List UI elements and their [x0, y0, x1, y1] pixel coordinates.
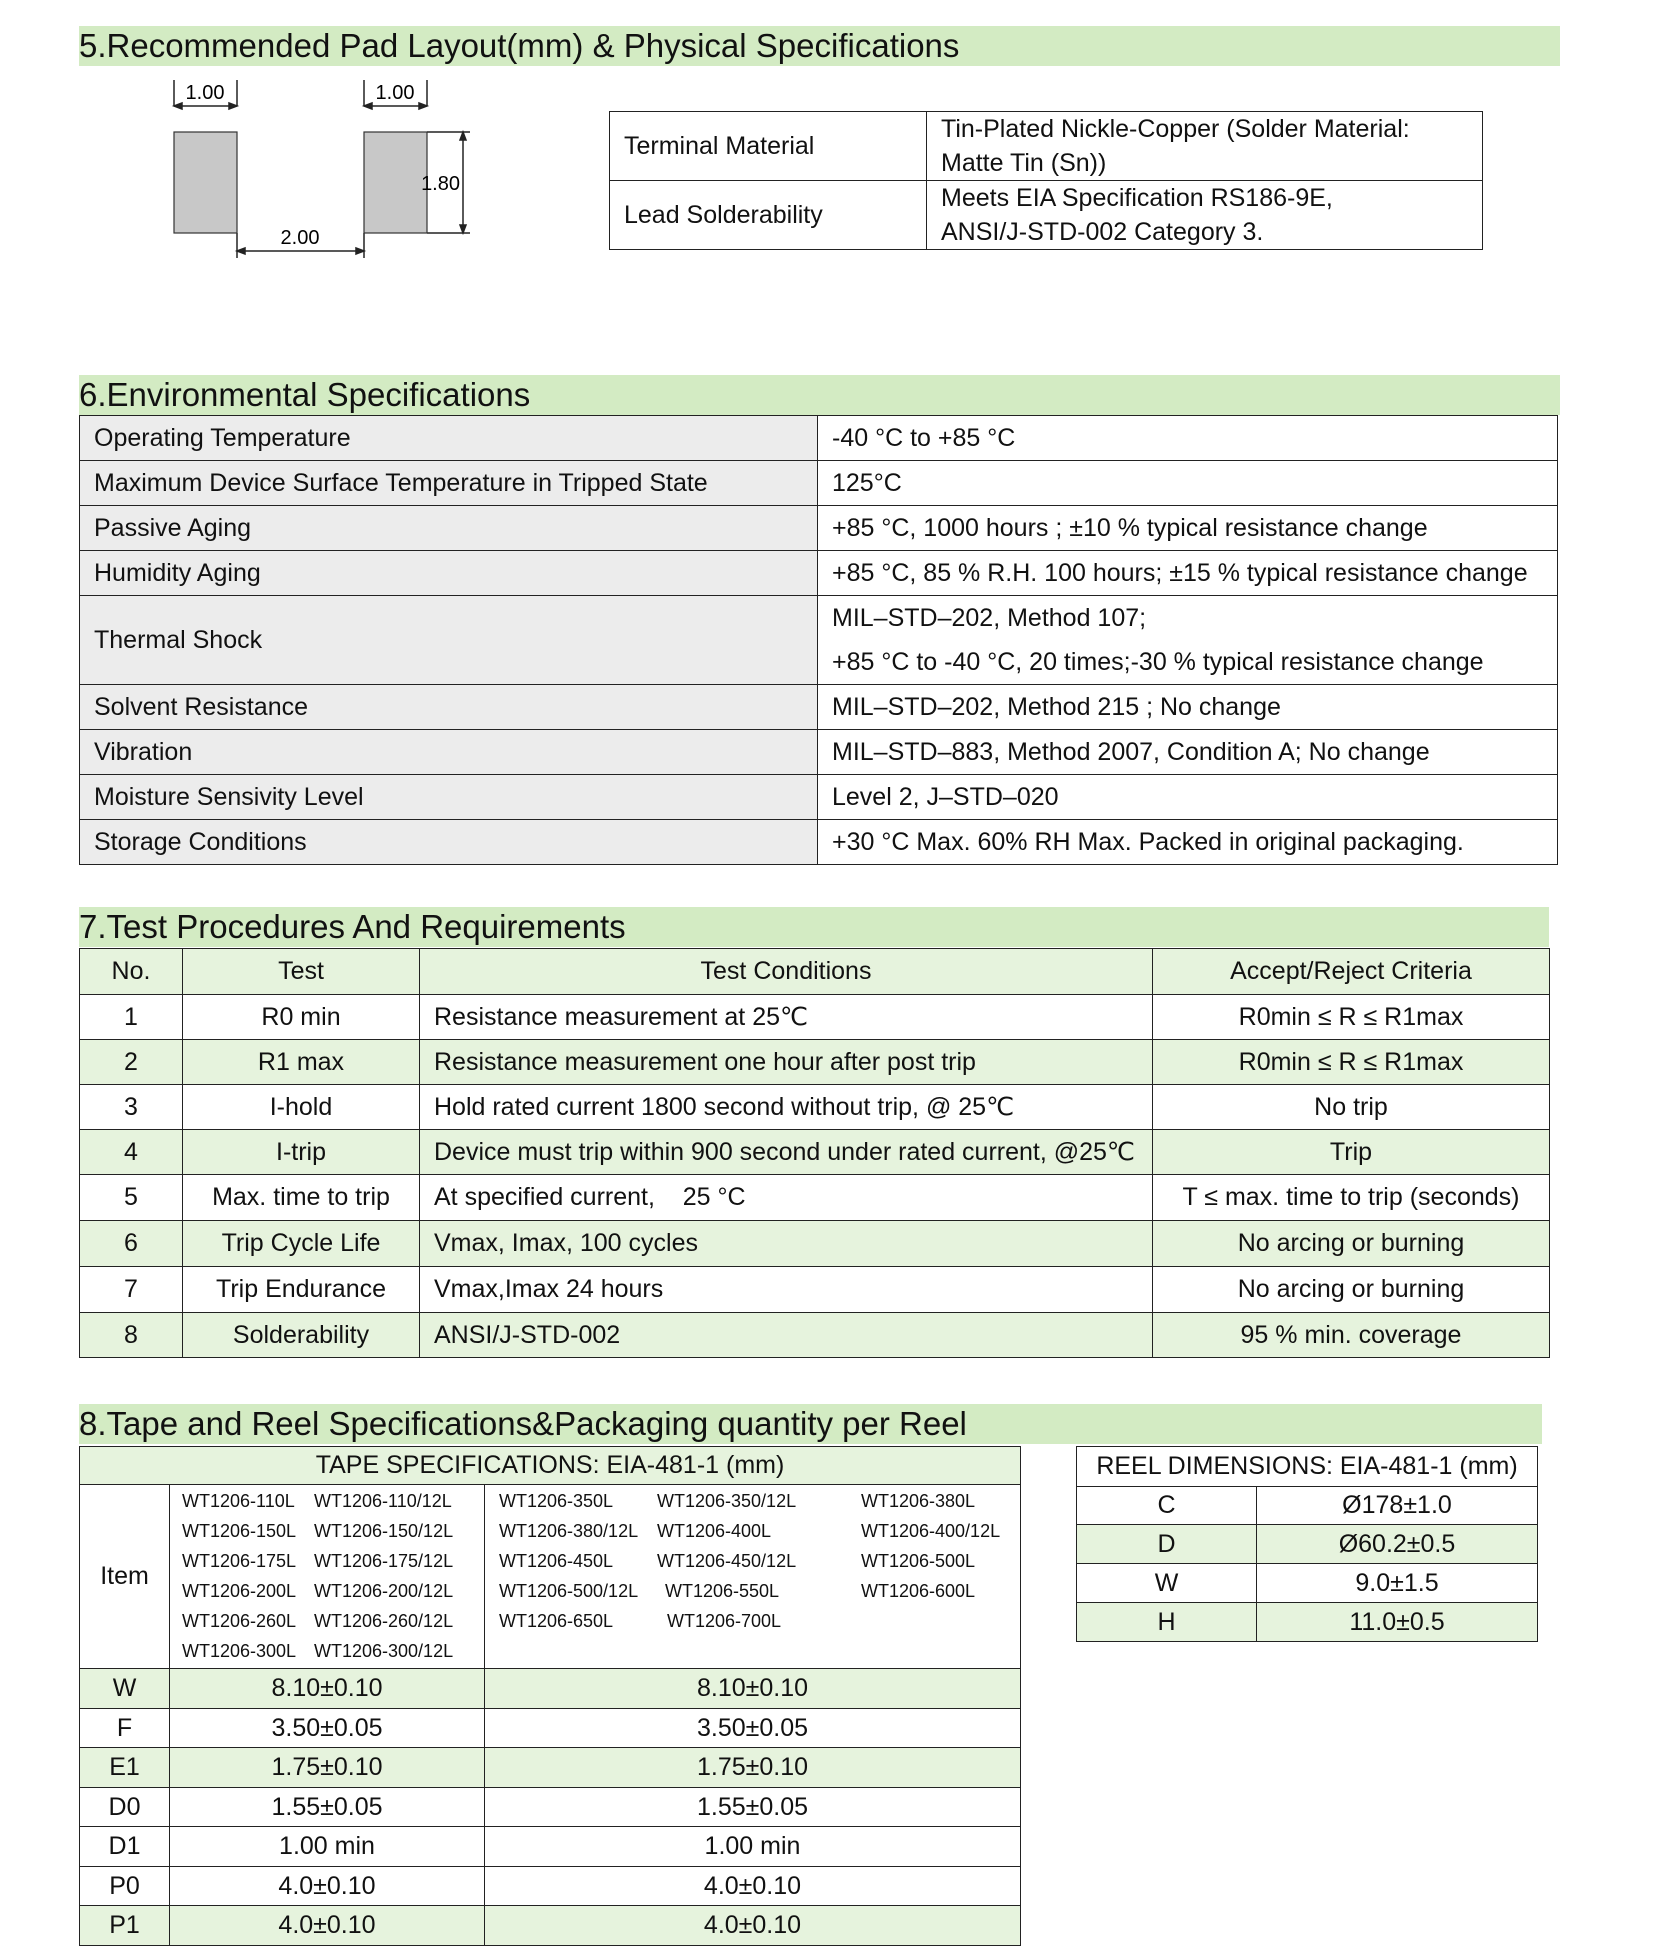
table-row [1077, 1487, 1538, 1525]
env-value: MIL–STD–883, Method 2007, Condition A; No change [818, 730, 1558, 775]
test-no: 6 [80, 1221, 183, 1267]
tape-value-left: 1.75±0.10 [170, 1748, 485, 1788]
reel-value: 9.0±1.5 [1257, 1564, 1538, 1603]
model-name: WT1206-175L [182, 1551, 297, 1571]
table-row [80, 730, 1558, 775]
test-no: 7 [80, 1267, 183, 1313]
reel-value: Ø60.2±0.5 [1257, 1525, 1538, 1564]
table-row [80, 1788, 1021, 1827]
test-no: 1 [80, 995, 183, 1040]
table-row [80, 1748, 1021, 1788]
model-name: WT1206-380L [861, 1491, 976, 1511]
test-name: I-trip [183, 1130, 420, 1175]
model-name: WT1206-260L [182, 1611, 297, 1631]
environmental-spec-table [79, 415, 1558, 865]
physical-spec-table [609, 111, 1483, 250]
table-row [80, 995, 1550, 1040]
table-row [610, 181, 1483, 250]
section-7-title: 7.Test Procedures And Requirements [79, 907, 1549, 947]
test-no: 3 [80, 1085, 183, 1130]
item-label: Item [80, 1485, 170, 1669]
value-line: Meets EIA Specification RS186-9E, [941, 184, 1333, 212]
table-row [80, 551, 1558, 596]
tape-item: E1 [80, 1748, 170, 1788]
test-no: 8 [80, 1313, 183, 1358]
test-name: Solderability [183, 1313, 420, 1358]
table-row [610, 112, 1483, 181]
test-criteria: R0min ≤ R ≤ R1max [1153, 995, 1550, 1040]
reel-value: 11.0±0.5 [1257, 1603, 1538, 1642]
test-conditions: Resistance measurement one hour after post trip [420, 1040, 1153, 1085]
env-label: Storage Conditions [80, 820, 818, 865]
section-6-title: 6.Environmental Specifications [79, 375, 1560, 415]
env-value: Level 2, J–STD–020 [818, 775, 1558, 820]
lead-solderability-label: Lead Solderability [610, 181, 927, 250]
test-criteria: Trip [1153, 1130, 1550, 1175]
tape-value-left: 3.50±0.05 [170, 1709, 485, 1748]
tape-value-left: 4.0±0.10 [170, 1867, 485, 1906]
table-row [80, 685, 1558, 730]
tape-item: D1 [80, 1827, 170, 1867]
model-name: WT1206-450L [499, 1551, 614, 1571]
test-criteria: 95 % min. coverage [1153, 1313, 1550, 1358]
reel-value: Ø178±1.0 [1257, 1487, 1538, 1525]
col-header-conditions: Test Conditions [420, 949, 1153, 995]
test-conditions: Vmax,Imax 24 hours [420, 1267, 1153, 1313]
tape-spec-header: TAPE SPECIFICATIONS: EIA-481-1 (mm) [80, 1447, 1021, 1485]
test-name: I-hold [183, 1085, 420, 1130]
section-8-title: 8.Tape and Reel Specifications&Packaging quantity per Reel [79, 1404, 1542, 1444]
table-row [80, 1221, 1550, 1267]
test-conditions: Resistance measurement at 25℃ [420, 995, 1153, 1040]
model-name: WT1206-110L [182, 1491, 295, 1511]
test-no: 4 [80, 1130, 183, 1175]
value-line: MIL–STD–202, Method 107; [832, 604, 1147, 632]
tape-value-right: 8.10±0.10 [485, 1669, 1021, 1709]
terminal-material-value [927, 112, 1483, 181]
col-header-test: Test [183, 949, 420, 995]
table-row [80, 596, 1558, 685]
tape-value-right: 1.00 min [485, 1827, 1021, 1867]
env-value: MIL–STD–202, Method 215 ; No change [818, 685, 1558, 730]
models-right-cell [485, 1485, 1021, 1669]
reel-item: H [1077, 1603, 1257, 1642]
table-row [80, 1313, 1550, 1358]
test-name: R1 max [183, 1040, 420, 1085]
test-criteria: No arcing or burning [1153, 1267, 1550, 1313]
tape-value-right: 1.75±0.10 [485, 1748, 1021, 1788]
model-name: WT1206-200/12L [314, 1581, 454, 1601]
test-conditions: Hold rated current 1800 second without trip, @ 25℃ [420, 1085, 1153, 1130]
value-line: Tin-Plated Nickle-Copper (Solder Material: [941, 115, 1410, 143]
env-label: Passive Aging [80, 506, 818, 551]
pad-height-label: 1.80 [421, 173, 460, 195]
table-row [80, 1867, 1021, 1906]
pad-layout-diagram [160, 78, 490, 268]
value-line: ANSI/J-STD-002 Category 3. [941, 218, 1264, 246]
tape-models-row [80, 1485, 1021, 1669]
model-name: WT1206-300/12L [314, 1641, 454, 1661]
table-header-row [80, 1447, 1021, 1485]
model-name: WT1206-600L [861, 1581, 976, 1601]
reel-header: REEL DIMENSIONS: EIA-481-1 (mm) [1077, 1447, 1538, 1487]
table-header-row [1077, 1447, 1538, 1487]
table-row [80, 1267, 1550, 1313]
test-conditions: Vmax, Imax, 100 cycles [420, 1221, 1153, 1267]
left-pad [174, 132, 237, 233]
tape-spec-table [79, 1446, 1021, 1946]
model-name: WT1206-200L [182, 1581, 297, 1601]
model-name: WT1206-300L [182, 1641, 297, 1661]
env-value: -40 °C to +85 °C [818, 416, 1558, 461]
test-conditions: ANSI/J-STD-002 [420, 1313, 1153, 1358]
reel-item: W [1077, 1564, 1257, 1603]
model-name: WT1206-500/12L [499, 1581, 639, 1601]
table-row [80, 1709, 1021, 1748]
table-row [80, 416, 1558, 461]
model-name: WT1206-400L [657, 1521, 772, 1541]
env-value: +85 °C, 85 % R.H. 100 hours; ±15 % typical resistance change [818, 551, 1558, 596]
value-line: +85 °C to -40 °C, 20 times;-30 % typical resistance change [832, 648, 1484, 676]
table-row [1077, 1525, 1538, 1564]
reel-item: D [1077, 1525, 1257, 1564]
reel-dimensions-table [1076, 1446, 1538, 1642]
env-label: Maximum Device Surface Temperature in Tripped State [80, 461, 818, 506]
pad-width-left-label: 1.00 [185, 82, 225, 104]
env-label: Operating Temperature [80, 416, 818, 461]
test-name: Trip Cycle Life [183, 1221, 420, 1267]
table-row [80, 461, 1558, 506]
table-row [80, 1130, 1550, 1175]
env-value [818, 596, 1558, 685]
tape-value-right: 1.55±0.05 [485, 1788, 1021, 1827]
tape-item: D0 [80, 1788, 170, 1827]
tape-value-right: 4.0±0.10 [485, 1906, 1021, 1946]
tape-value-left: 8.10±0.10 [170, 1669, 485, 1709]
env-label: Solvent Resistance [80, 685, 818, 730]
test-criteria: T ≤ max. time to trip (seconds) [1153, 1175, 1550, 1221]
model-name: WT1206-110/12L [314, 1491, 452, 1511]
tape-value-left: 1.00 min [170, 1827, 485, 1867]
env-value: 125°C [818, 461, 1558, 506]
table-row [1077, 1564, 1538, 1603]
test-conditions: Device must trip within 900 second under rated current, @25℃ [420, 1130, 1153, 1175]
right-pad [364, 132, 427, 233]
table-row [80, 1040, 1550, 1085]
tape-value-left: 1.55±0.05 [170, 1788, 485, 1827]
col-header-no: No. [80, 949, 183, 995]
model-name: WT1206-500L [861, 1551, 976, 1571]
model-name: WT1206-260/12L [314, 1611, 454, 1631]
models-left-cell [170, 1485, 485, 1669]
tape-value-right: 4.0±0.10 [485, 1867, 1021, 1906]
col-header-criteria: Accept/Reject Criteria [1153, 949, 1550, 995]
tape-item: P0 [80, 1867, 170, 1906]
env-value: +85 °C, 1000 hours ; ±10 % typical resistance change [818, 506, 1558, 551]
terminal-material-label: Terminal Material [610, 112, 927, 181]
test-criteria: No trip [1153, 1085, 1550, 1130]
model-name: WT1206-150/12L [314, 1521, 454, 1541]
model-name: WT1206-550L [665, 1581, 780, 1601]
table-row [80, 1175, 1550, 1221]
table-row [1077, 1603, 1538, 1642]
table-row [80, 1827, 1021, 1867]
test-name: Trip Endurance [183, 1267, 420, 1313]
model-name: WT1206-150L [182, 1521, 297, 1541]
lead-solderability-value [927, 181, 1483, 250]
pad-width-right-label: 1.00 [375, 82, 415, 104]
table-header-row [80, 949, 1550, 995]
table-row [80, 1085, 1550, 1130]
reel-item: C [1077, 1487, 1257, 1525]
env-label: Vibration [80, 730, 818, 775]
tape-item: F [80, 1709, 170, 1748]
table-row [80, 1906, 1021, 1946]
table-row [80, 775, 1558, 820]
pad-gap-label: 2.00 [280, 227, 320, 249]
model-name: WT1206-350L [499, 1491, 614, 1511]
model-name: WT1206-380/12L [499, 1521, 639, 1541]
model-name: WT1206-700L [667, 1611, 782, 1631]
test-conditions: At specified current, 25 °C [420, 1175, 1153, 1221]
table-row [80, 1669, 1021, 1709]
model-name [861, 1611, 1011, 1631]
table-row [80, 506, 1558, 551]
table-row [80, 820, 1558, 865]
section-5-title: 5.Recommended Pad Layout(mm) & Physical Specifications [79, 26, 1560, 66]
model-name: WT1206-175/12L [314, 1551, 454, 1571]
test-criteria: No arcing or burning [1153, 1221, 1550, 1267]
tape-item: P1 [80, 1906, 170, 1946]
tape-item: W [80, 1669, 170, 1709]
tape-value-right: 3.50±0.05 [485, 1709, 1021, 1748]
test-name: R0 min [183, 995, 420, 1040]
env-label: Moisture Sensivity Level [80, 775, 818, 820]
value-line: Matte Tin (Sn)) [941, 149, 1107, 177]
model-name: WT1206-400/12L [861, 1521, 1001, 1541]
test-procedures-table [79, 948, 1550, 1358]
test-criteria: R0min ≤ R ≤ R1max [1153, 1040, 1550, 1085]
test-name: Max. time to trip [183, 1175, 420, 1221]
model-name: WT1206-650L [499, 1611, 614, 1631]
model-name: WT1206-450/12L [657, 1551, 797, 1571]
env-label: Thermal Shock [80, 596, 818, 685]
env-value: +30 °C Max. 60% RH Max. Packed in original packaging. [818, 820, 1558, 865]
model-name: WT1206-350/12L [657, 1491, 797, 1511]
env-label: Humidity Aging [80, 551, 818, 596]
test-no: 5 [80, 1175, 183, 1221]
test-no: 2 [80, 1040, 183, 1085]
tape-value-left: 4.0±0.10 [170, 1906, 485, 1946]
